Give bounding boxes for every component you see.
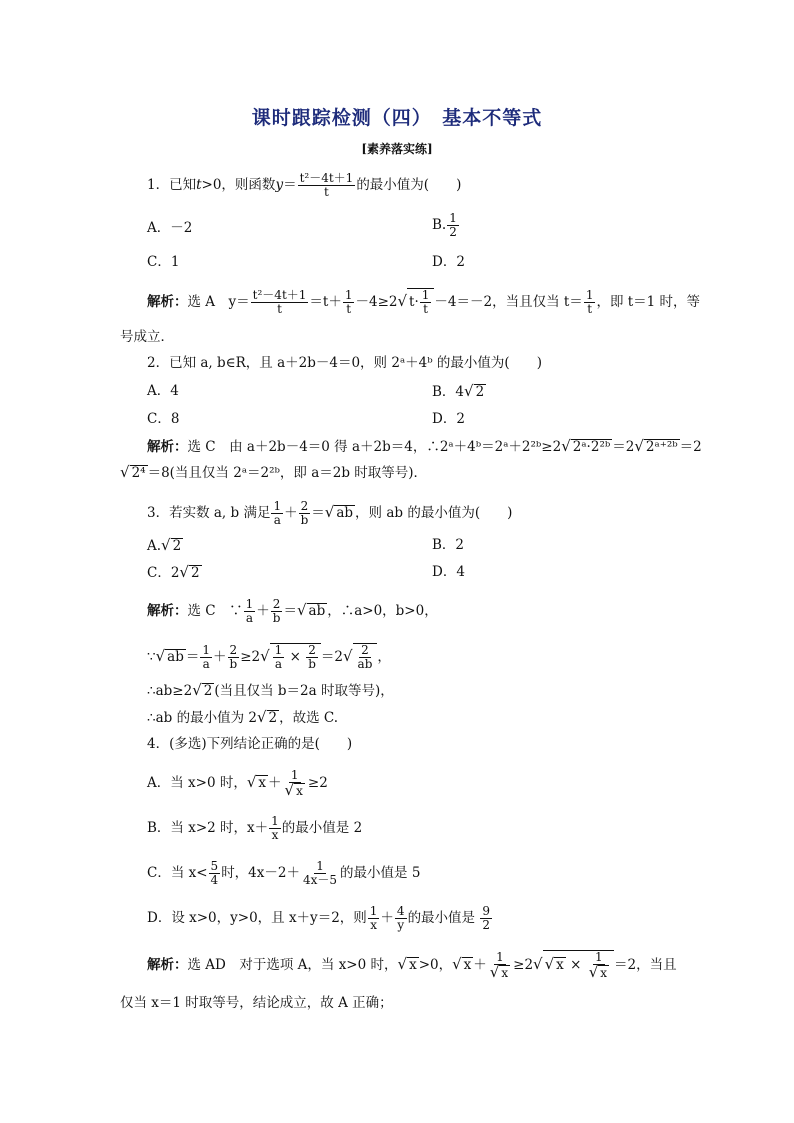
q2-option-b: B．4√ 2 — [432, 382, 485, 400]
section-subtitle: [素养落实练] — [361, 142, 433, 156]
q4-option-b: B．当 x>2 时，x＋ $\frac{1}{x}$ 的最小值是 2 — [147, 814, 363, 842]
q3-option-a: A.√ 2 — [147, 536, 182, 554]
q4-option-c: C．当 x< $\frac{5}{4}$ 时，4x－2＋ $\frac{1}{4x-5}$ 的最小值是 5 — [147, 859, 421, 887]
q3-solution-line3: ∴ab≥2√ 2 (当且仅当 b＝2a 时取等号)， — [147, 681, 394, 699]
q1-solution-line2: 号成立． — [120, 329, 174, 345]
q1-stem: 1．已知t>0，则函数y＝ $\frac{\text{t²－4t＋1}}{t}$ 的最小值为( ) — [147, 171, 462, 199]
q1-option-a: A．－2 — [147, 220, 193, 236]
q4-stem: 4．(多选)下列结论正确的是( ) — [147, 736, 353, 752]
q4-solution-line2: 仅当 x＝1 时取等号，结论成立，故 A 正确； — [120, 995, 393, 1011]
q1-option-b: B. $\frac{1}{2}$ — [432, 211, 457, 239]
q4-option-a: A．当 x>0 时，√ x ＋ $\frac{1}{√ x}$ ≥2 — [147, 768, 328, 799]
q4-solution-line1: 解析：选 AD 对于选项 A，当 x>0 时，√ x >0，√ x ＋ $\frac{1}{√ x}$ ≥2√ √ x × $\frac{1}{√ x}$ ＝2，当且 — [147, 950, 677, 981]
q4-option-d: D．设 x>0，y>0，且 x＋y＝2，则 $\frac{1}{x}$ ＋ $\frac{4}{y}$ 的最小值是 $\frac{9}{2}$ — [147, 904, 490, 932]
page-title: 课时跟踪检测（四） 基本不等式 — [251, 107, 543, 129]
q1-solution-line1: 解析：选 A y＝ $\frac{\text{t²－4t＋1}}{t}$ ＝t＋ $\frac{1}{t}$ －4≥2√ t· $\frac{1}{t}$ －4＝－2，当且仅当 t＝ $\frac{1}{t}$ ，即 t＝1 时，等 — [147, 288, 701, 316]
q2-option-a: A．4 — [147, 383, 179, 399]
q2-solution-line2: √ 2⁴ ＝8(当且仅当 2ᵃ＝2²ᵇ，即 a＝2b 时取等号)． — [120, 463, 428, 481]
q3-stem: 3．若实数 a, b 满足 $\frac{1}{a}$ ＋ $\frac{2}{b}$ ＝√ ab ，则 ab 的最小值为( ) — [147, 499, 513, 527]
q2-option-c: C．8 — [147, 411, 180, 427]
q2-option-d: D．2 — [432, 411, 465, 427]
q1-option-d: D．2 — [432, 254, 465, 270]
q2-solution-line1: 解析：选 C 由 a＋2b－4＝0 得 a＋2b＝4，∴2ᵃ＋4ᵇ＝2ᵃ＋2²ᵇ≥2√ 2ᵃ·2²ᵇ ＝2√ 2ᵃ⁺²ᵇ ＝2 — [147, 437, 702, 455]
q3-option-c: C．2√ 2 — [147, 563, 200, 581]
q3-solution-line4: ∴ab 的最小值为 2√ 2 ，故选 C. — [147, 708, 339, 726]
q1-option-c: C．1 — [147, 254, 180, 270]
q3-option-b: B．2 — [432, 537, 465, 553]
q1-fraction: $\frac{\text{t²－4t＋1}}{t}$ — [299, 171, 354, 199]
q3-solution-line1: 解析：选 C ∵ $\frac{1}{a}$ ＋ $\frac{2}{b}$ ＝√ ab ，∴a>0，b>0， — [147, 597, 438, 625]
q3-option-d: D．4 — [432, 564, 465, 580]
q3-solution-line2: ∵√ ab ＝ $\frac{1}{a}$ ＋ $\frac{2}{b}$ ≥2√ $\frac{1}{a}$ × $\frac{2}{b}$ ＝2√ $\frac{2}{ab}$ ， — [147, 643, 391, 671]
q2-stem: 2．已知 a, b∈R，且 a＋2b－4＝0，则 2ᵃ＋4ᵇ 的最小值为( ) — [147, 355, 542, 371]
